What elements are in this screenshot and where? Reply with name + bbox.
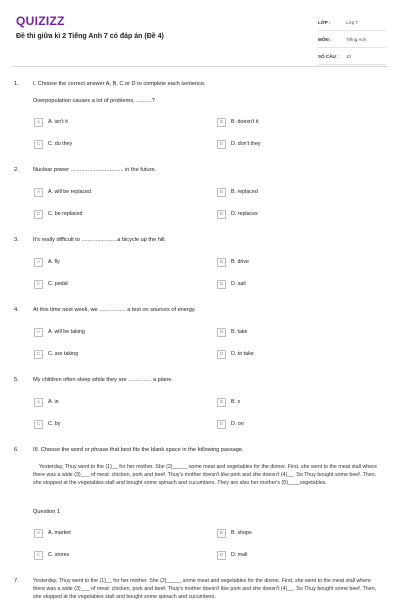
- reading-passage: Yesterday, Thuy went to the (1)__ for her mother. She (2)_____ some meat and vegetables for the dinner. First, she went to the meat stall where there was a wide (3)___ of meat: chicken, pork and beef. Thuy's mother doesn't like pork and she doesn't (4)__. So Thuy bought some beef. Then, she stopped at the vegetables stall and bought some spinach and cucumbers.: [33, 578, 377, 600]
- question-number: 3.: [14, 237, 19, 243]
- option-a[interactable]: [34, 327, 85, 337]
- option-b[interactable]: [217, 187, 258, 197]
- option-letter-box: A: [34, 188, 43, 197]
- option-text: C. do they: [48, 141, 73, 147]
- question-prompt: I. Choose the correct answer A, B, C or D to complete each sentence.: [33, 81, 206, 87]
- reading-passage: Yesterday, Thuy went to the (1)__ for her mother. She (2)_____ some meat and vegetables for the dinner. First, she went to the meat stall where there was a wide (3)___ of meat: chicken, pork and beef. Thuy's mother doesn't like pork and she doesn't (4)__. So Thuy bought some beef. Then, she stopped at the vegetables stall and bought some spinach and cucumbers. They are also her mother's (5)____vegetables.: [33, 464, 377, 486]
- option-d[interactable]: [217, 139, 261, 149]
- option-letter-box: C: [34, 551, 43, 560]
- option-letter-box: C: [34, 350, 43, 359]
- meta-value: Tiếng Anh: [346, 36, 367, 42]
- option-text: B. x: [231, 399, 241, 405]
- option-text: A. will be taking: [48, 329, 85, 335]
- option-letter-box: B: [217, 258, 226, 267]
- option-letter-box: C: [34, 210, 43, 219]
- option-text: B. drive: [231, 259, 249, 265]
- option-b[interactable]: [217, 257, 249, 267]
- question-prompt: At this time next week, we ................. a test on sources of energy.: [33, 307, 196, 313]
- option-text: B. shops: [231, 530, 252, 536]
- option-text: D. sail: [231, 281, 246, 287]
- option-text: A. in: [48, 399, 59, 405]
- option-text: C. pedal: [48, 281, 68, 287]
- option-letter-box: A: [34, 258, 43, 267]
- option-text: C. stores: [48, 552, 70, 558]
- option-a[interactable]: [34, 397, 59, 407]
- meta-row-subject: [318, 31, 386, 48]
- option-d[interactable]: [217, 279, 246, 289]
- question-prompt: My children often sleep while they are ............... a plane.: [33, 377, 173, 383]
- header-divider: [12, 66, 388, 67]
- option-a[interactable]: [34, 528, 71, 538]
- meta-table: [318, 14, 386, 65]
- question-number: 7.: [14, 578, 19, 584]
- option-c[interactable]: [34, 139, 72, 149]
- option-letter-box: C: [34, 140, 43, 149]
- option-text: A. will be replaced: [48, 189, 91, 195]
- question-number: 4.: [14, 307, 19, 313]
- option-text: C. by: [48, 421, 61, 427]
- option-d[interactable]: [217, 550, 247, 560]
- option-letter-box: A: [34, 529, 43, 538]
- meta-value: 10: [346, 53, 352, 59]
- option-c[interactable]: [34, 419, 60, 429]
- question-number: 5.: [14, 377, 19, 383]
- option-text: B. replaced: [231, 189, 258, 195]
- question-prompt: III. Choose the word or phrase that best fits the blank space in the following passage.: [33, 447, 244, 453]
- option-letter-box: D: [217, 280, 226, 289]
- option-text: A. market: [48, 530, 71, 536]
- option-letter-box: C: [34, 280, 43, 289]
- option-letter-box: D: [217, 350, 226, 359]
- option-letter-box: A: [34, 328, 43, 337]
- option-b[interactable]: [217, 327, 248, 337]
- option-letter-box: B: [217, 529, 226, 538]
- worksheet-header: [0, 0, 400, 70]
- option-letter-box: B: [217, 188, 226, 197]
- question-number: 6.: [14, 447, 19, 453]
- option-text: B. doesn't it: [231, 119, 259, 125]
- option-c[interactable]: [34, 279, 68, 289]
- option-letter-box: B: [217, 118, 226, 127]
- option-letter-box: B: [217, 398, 226, 407]
- question-stem: Question 1: [33, 509, 61, 515]
- option-a[interactable]: [34, 117, 68, 127]
- option-text: D. to take: [231, 351, 254, 357]
- option-letter-box: D: [217, 420, 226, 429]
- option-c[interactable]: [34, 209, 82, 219]
- meta-label: SỐ CÂU :: [318, 53, 339, 59]
- option-letter-box: D: [217, 551, 226, 560]
- option-b[interactable]: [217, 117, 259, 127]
- meta-value: Lớp 7: [346, 19, 358, 25]
- option-text: C. be replaced: [48, 211, 83, 217]
- option-letter-box: A: [34, 118, 43, 127]
- option-text: D. on: [231, 421, 244, 427]
- option-b[interactable]: [217, 528, 252, 538]
- question-number: 1.: [14, 81, 19, 87]
- option-d[interactable]: [217, 419, 244, 429]
- option-text: D. don't they: [231, 141, 261, 147]
- meta-label: LỚP :: [318, 19, 331, 25]
- option-letter-box: B: [217, 328, 226, 337]
- worksheet-title: Đề thi giữa kì 2 Tiếng Anh 7 có đáp án (Đề 4): [16, 33, 164, 40]
- option-c[interactable]: [34, 349, 78, 359]
- option-letter-box: D: [217, 210, 226, 219]
- option-d[interactable]: [217, 349, 254, 359]
- question-prompt: It's really difficult to .......................a bicycle up the hill.: [33, 237, 167, 243]
- option-text: A. isn't it: [48, 119, 68, 125]
- question-prompt: Nuclear power .................................. in the future.: [33, 167, 157, 173]
- meta-row-class: [318, 14, 386, 31]
- option-text: D. mall: [231, 552, 248, 558]
- option-text: B. take: [231, 329, 248, 335]
- option-letter-box: D: [217, 140, 226, 149]
- meta-row-count: [318, 48, 386, 65]
- meta-label: MÔN :: [318, 36, 332, 42]
- quizizz-logo: QUIZIZZ: [16, 14, 65, 28]
- option-b[interactable]: [217, 397, 240, 407]
- option-letter-box: A: [34, 398, 43, 407]
- question-stem: Overpopulation causes a lot of problems, ..........?: [33, 98, 155, 104]
- option-text: C. are taking: [48, 351, 79, 357]
- option-a[interactable]: [34, 187, 91, 197]
- question-number: 2.: [14, 167, 19, 173]
- option-d[interactable]: [217, 209, 258, 219]
- option-text: D. replaces: [231, 211, 258, 217]
- option-a[interactable]: [34, 257, 60, 267]
- option-text: A. fly: [48, 259, 60, 265]
- option-c[interactable]: [34, 550, 69, 560]
- option-letter-box: C: [34, 420, 43, 429]
